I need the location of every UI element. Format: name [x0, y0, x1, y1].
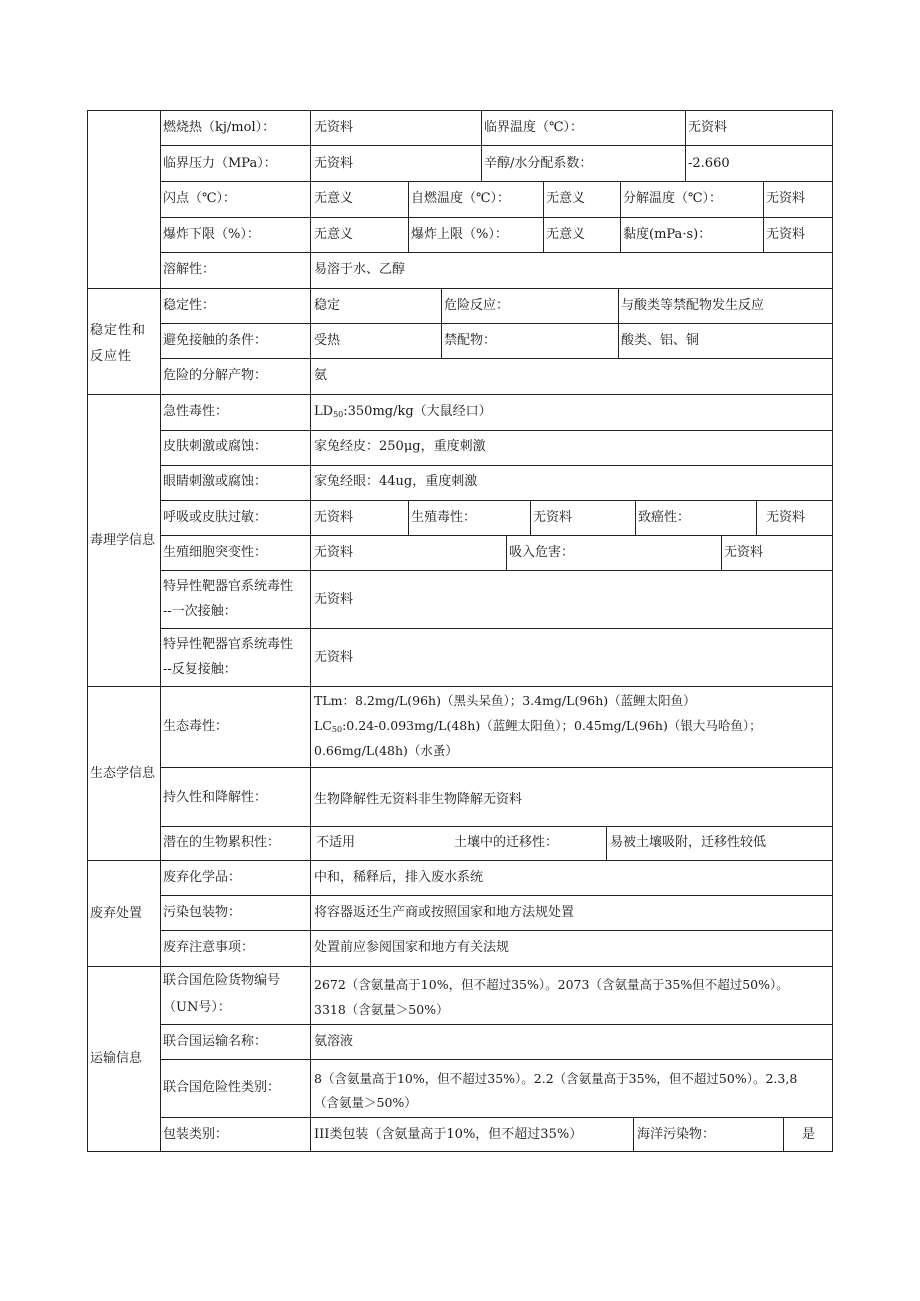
skin-value: 家兔经皮：250μg，重度刺激 — [314, 439, 486, 454]
persistence-value: 生物降解性无资料非生物降解无资料 — [314, 792, 523, 807]
row-divider — [160, 1059, 833, 1060]
marine-label: 海洋污染物： — [637, 1127, 716, 1142]
row-divider — [160, 465, 833, 466]
row-divider — [160, 826, 833, 827]
col-divider — [441, 288, 442, 358]
row-divider — [160, 767, 833, 768]
col-divider — [530, 500, 531, 535]
upper-explosive-label: 爆炸上限（%）： — [411, 227, 508, 242]
row-divider — [160, 323, 833, 324]
row-divider — [160, 895, 833, 896]
sensitization-value: 无资料 — [314, 510, 354, 525]
un-value-line1: 2672（含氨量高于10%，但不超过35%）。2073（含氨量高于35%但不超过50%）。 — [314, 977, 789, 992]
section-stability: 稳定性和反应性 — [90, 323, 147, 364]
class-value-line2: （含氨量＞50%） — [314, 1095, 417, 1110]
un-value-line2: 3318（含氨量＞50%） — [314, 1002, 449, 1017]
avoid-value: 受热 — [314, 333, 341, 348]
eye-label: 眼睛刺激或腐蚀： — [163, 474, 268, 489]
row-divider — [160, 500, 833, 501]
critical-temp-label: 临界温度（℃）： — [484, 120, 584, 135]
marine-value: 是 — [802, 1127, 816, 1142]
col-divider — [408, 500, 409, 535]
section-transport: 运输信息 — [90, 1051, 143, 1066]
viscosity-value: 无资料 — [766, 227, 806, 242]
persistence-label: 持久性和降解性： — [163, 790, 268, 805]
lower-explosive-label: 爆炸下限（%）： — [163, 227, 260, 242]
row-divider — [160, 570, 833, 571]
col-divider — [620, 181, 621, 252]
aspiration-value: 无资料 — [724, 545, 764, 560]
critical-pressure-label: 临界压力（MPa）： — [163, 156, 277, 171]
decomp-temp-value: 无资料 — [766, 191, 806, 206]
stot-repeat-label-line1: 特异性靶器官系统毒性 — [163, 637, 294, 652]
mutagenic-label: 生殖细胞突变性： — [163, 545, 268, 560]
packing-value: III类包装（含氨量高于10%，但不超过35%） — [314, 1127, 583, 1142]
col-divider — [606, 826, 607, 860]
incompatible-value: 酸类、铝、铜 — [621, 333, 700, 348]
hazard-reaction-value: 与酸类等禁配物发生反应 — [621, 298, 765, 313]
skin-label: 皮肤刺激或腐蚀： — [163, 439, 268, 454]
row-divider — [160, 181, 833, 182]
row-divider — [160, 252, 833, 253]
carcinogenic-value: 无资料 — [766, 510, 806, 525]
acute-value: $LD_{50}:350mg/kg$（大鼠经口） — [314, 404, 492, 419]
lower-explosive-value: 无意义 — [314, 227, 354, 242]
decomp-products-value: 氨 — [314, 368, 328, 383]
viscosity-label: 黏度(mPa·s)： — [623, 227, 712, 242]
critical-pressure-value: 无资料 — [314, 156, 354, 171]
carcinogenic-label: 致癌性： — [638, 510, 691, 525]
flash-point-value: 无意义 — [314, 191, 354, 206]
soil-label: 土壤中的迁移性： — [454, 835, 559, 850]
shipping-name-label: 联合国运输名称： — [163, 1034, 268, 1049]
section-divider — [87, 394, 833, 395]
col-divider — [783, 1117, 784, 1152]
ecotox-line1: TLm：8.2mg/L(96h)（黑头呆鱼）；3.4mg/L(96h)（蓝鲤太阳鱼） — [314, 693, 696, 708]
un-label-line2: （UN号）： — [163, 1000, 231, 1015]
waste-value: 中和，稀释后，排入废水系统 — [314, 870, 484, 885]
reproductive-value: 无资料 — [533, 510, 573, 525]
solubility-value: 易溶于水、乙醇 — [314, 262, 406, 277]
section-divider — [87, 860, 833, 861]
label-column-divider — [310, 110, 311, 1152]
class-label: 联合国危险性类别： — [163, 1080, 281, 1095]
stot-repeat-value: 无资料 — [314, 650, 354, 665]
stot-single-label-line1: 特异性靶器官系统毒性 — [163, 579, 294, 594]
bioaccum-label: 潜在的生物累积性： — [163, 835, 281, 850]
row-divider — [160, 430, 833, 431]
stot-single-label-line2: --一次接触： — [163, 604, 237, 619]
col-divider — [685, 110, 686, 181]
col-divider — [763, 181, 764, 252]
row-divider — [160, 1117, 833, 1118]
col-divider — [721, 535, 722, 570]
sensitization-label: 呼吸或皮肤过敏： — [163, 510, 268, 525]
decomp-temp-label: 分解温度（℃）： — [623, 191, 723, 206]
heat-combustion-label: 燃烧热（kj/mol）： — [163, 120, 276, 135]
autoignition-value: 无意义 — [546, 191, 586, 206]
section-disposal: 废弃处置 — [90, 906, 143, 921]
col-divider — [408, 181, 409, 252]
upper-explosive-value: 无意义 — [546, 227, 586, 242]
bioaccum-value: 不适用 — [316, 835, 356, 850]
eye-value: 家兔经眼：44ug，重度刺激 — [314, 474, 478, 489]
row-divider — [160, 628, 833, 629]
acute-label: 急性毒性： — [163, 404, 229, 419]
col-divider — [506, 535, 507, 570]
row-divider — [160, 535, 833, 536]
row-divider — [160, 1024, 833, 1025]
soil-value: 易被土壤吸附，迁移性较低 — [610, 835, 767, 850]
section-toxicology: 毒理学信息 — [90, 533, 156, 548]
un-label-line1: 联合国危险货物编号 — [163, 973, 281, 988]
autoignition-label: 自燃温度（℃）： — [411, 191, 511, 206]
partition-value: -2.660 — [688, 156, 730, 171]
packing-label: 包装类别： — [163, 1127, 229, 1142]
col-divider — [635, 500, 636, 535]
ecotox-line2: $LC_{50}:0.24-0.093mg/L(48h)$（蓝鲤太阳鱼）；0.45mg/L(96h)（银大马哈鱼）； — [314, 718, 762, 734]
class-value-line1: 8（含氨量高于10%，但不超过35%）。2.2（含氨量高于35%，但不超过50%）。2.3,8 — [314, 1071, 798, 1086]
reproductive-label: 生殖毒性： — [411, 510, 477, 525]
row-divider — [160, 930, 833, 931]
incompatible-label: 禁配物： — [444, 333, 497, 348]
row-divider — [160, 145, 833, 146]
section-divider — [87, 686, 833, 687]
heat-combustion-value: 无资料 — [314, 120, 354, 135]
col-divider — [633, 1117, 634, 1152]
stability-label: 稳定性： — [163, 298, 216, 313]
stot-repeat-label-line2: --反复接触： — [163, 662, 237, 677]
stot-single-value: 无资料 — [314, 592, 354, 607]
packaging-value: 将容器返还生产商或按照国家和地方法规处置 — [314, 905, 575, 920]
notes-value: 处置前应参阅国家和地方有关法规 — [314, 940, 510, 955]
ecotox-label: 生态毒性： — [163, 719, 229, 734]
section-divider — [87, 288, 833, 289]
avoid-label: 避免接触的条件： — [163, 333, 268, 348]
critical-temp-value: 无资料 — [688, 120, 728, 135]
shipping-name-value: 氨溶液 — [314, 1034, 354, 1049]
section-ecology: 生态学信息 — [90, 766, 156, 781]
section-divider — [87, 966, 833, 967]
col-divider — [618, 288, 619, 358]
notes-label: 废弃注意事项： — [163, 940, 255, 955]
ecotox-line3: 0.66mg/L(48h)（水蚤） — [314, 743, 458, 758]
packaging-label: 污染包装物： — [163, 905, 242, 920]
mutagenic-value: 无资料 — [314, 545, 354, 560]
aspiration-label: 吸入危害： — [509, 545, 575, 560]
hazard-reaction-label: 危险反应： — [444, 298, 510, 313]
solubility-label: 溶解性： — [163, 262, 216, 277]
row-divider — [160, 217, 833, 218]
col-divider — [481, 110, 482, 181]
decomp-products-label: 危险的分解产物： — [163, 368, 268, 383]
row-divider — [160, 358, 833, 359]
stability-value: 稳定 — [314, 298, 341, 313]
partition-label: 辛醇/水分配系数： — [484, 156, 593, 171]
col-divider — [543, 181, 544, 252]
waste-label: 废弃化学品： — [163, 870, 242, 885]
section-column-divider — [160, 110, 161, 1152]
col-divider — [756, 500, 757, 535]
flash-point-label: 闪点（℃）： — [163, 191, 237, 206]
